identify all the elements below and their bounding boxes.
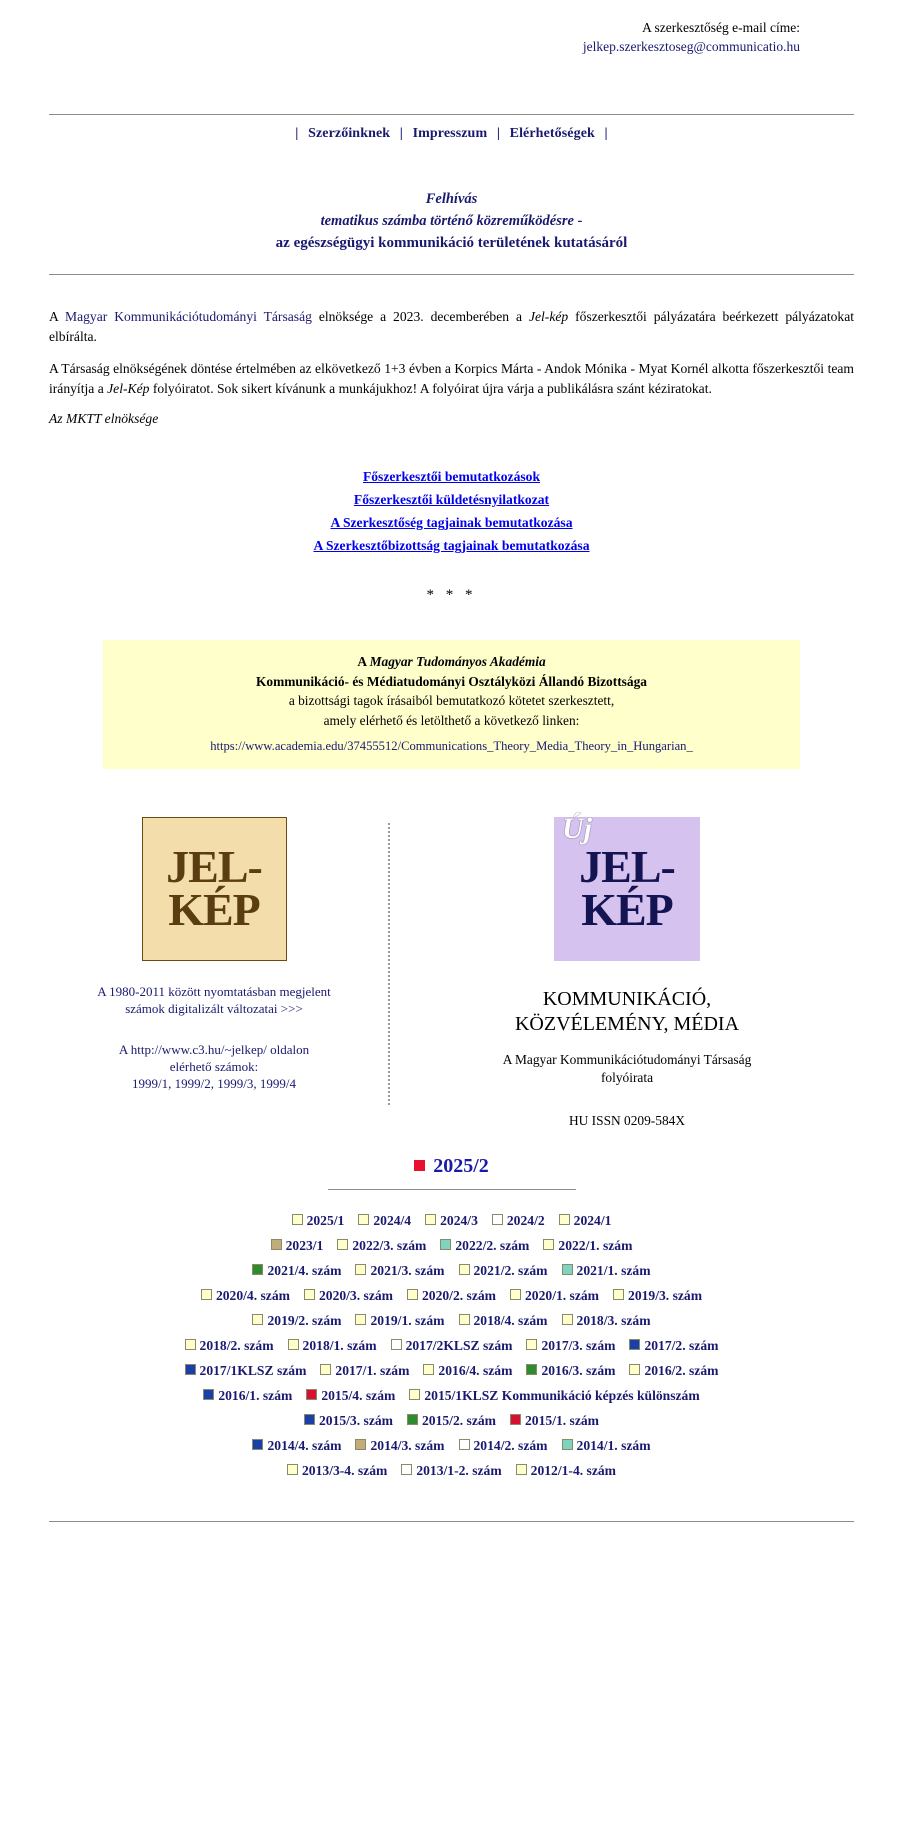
archive-item <box>562 1433 651 1458</box>
archive-item <box>526 1358 615 1383</box>
archive-bullet-icon <box>355 1314 366 1325</box>
archive-bullet-icon <box>355 1264 366 1275</box>
archive-item <box>562 1258 651 1283</box>
archive-bullet-icon <box>629 1339 640 1350</box>
archive-row <box>0 1208 903 1233</box>
archive-bullet-icon <box>562 1439 573 1450</box>
editorial-link-row <box>0 511 903 534</box>
archive-issue-link[interactable]: 2014/2. szám <box>473 1437 548 1453</box>
p1-journal-name: Jel-kép <box>528 309 569 324</box>
archive-issue-link[interactable]: 2018/1. szám <box>302 1337 377 1353</box>
archive-bullet-icon <box>409 1389 420 1400</box>
archive-row <box>0 1283 903 1308</box>
archive-caption-2 <box>49 1017 379 1092</box>
archive-bullet-icon <box>510 1289 521 1300</box>
archive-caption-2-line3 <box>49 1075 379 1092</box>
archive-1999-issues-link[interactable]: 1999/1, 1999/2, 1999/3, 1999/4 <box>132 1075 296 1091</box>
editorial-link-row <box>0 534 903 557</box>
archive-issue-link[interactable]: 2017/3. szám <box>541 1337 616 1353</box>
archive-item <box>337 1233 426 1258</box>
nav-separator: | <box>496 126 501 141</box>
mta-box-line-1 <box>113 652 790 672</box>
archive-issue-link[interactable]: 2022/3. szám <box>352 1237 427 1253</box>
archive-issue-link[interactable]: 2015/1KLSZ Kommunikáció képzés különszám <box>424 1387 700 1403</box>
archive-item <box>185 1333 274 1358</box>
intro-signature: Az MKTT elnöksége <box>49 411 159 426</box>
p2-text-a: A Társaság elnökségének döntése értelmében az elkövetkező 1+3 évben a Korpics Márta - Andok Mónika - Myat Kornél alkotta főszerkesztői team irányítja a <box>49 361 854 396</box>
archive-issue-link[interactable]: 2013/3-4. szám <box>302 1462 388 1478</box>
archive-bullet-icon <box>613 1289 624 1300</box>
editorial-link-row <box>0 488 903 511</box>
archive-item <box>459 1258 548 1283</box>
archive-bullet-icon <box>510 1414 521 1425</box>
archive-bullet-icon <box>440 1239 451 1250</box>
intro-paragraph-1 <box>49 307 854 346</box>
archive-issue-link[interactable]: 2018/3. szám <box>576 1312 651 1328</box>
archive-bullet-icon <box>203 1389 214 1400</box>
archive-row <box>0 1408 903 1433</box>
archive-issue-link[interactable]: 2016/2. szám <box>644 1362 719 1378</box>
archive-issue-link[interactable]: 2024/4 <box>373 1212 412 1228</box>
archive-bullet-icon <box>543 1239 554 1250</box>
mta-line1-prefix: A <box>357 654 370 669</box>
current-issue-bullet-icon <box>414 1160 425 1171</box>
archive-issue-link[interactable]: 2024/3 <box>440 1212 478 1228</box>
archive-item <box>292 1208 345 1233</box>
archive-issue-link[interactable]: 2019/2. szám <box>267 1312 342 1328</box>
archive-item <box>304 1408 393 1433</box>
archive-issue-link[interactable]: 2023/1 <box>285 1237 324 1253</box>
p2-journal-name: Jel-Kép <box>107 380 150 396</box>
archive-bullet-icon <box>304 1289 315 1300</box>
nav-separator: | <box>295 126 299 141</box>
mta-box-line-2: Kommunikáció- és Médiatudományi Osztályközi Állandó Bizottsága <box>256 673 647 689</box>
archive-row <box>0 1308 903 1333</box>
archive-item <box>423 1358 512 1383</box>
archive-bullet-icon <box>337 1239 348 1250</box>
archive-issue-link[interactable]: 2021/3. szám <box>370 1262 445 1278</box>
felhivas-line-1: Felhívás <box>425 191 478 207</box>
archive-issue-link[interactable]: 2019/1. szám <box>370 1312 445 1328</box>
archive-issue-link[interactable]: 2022/1. szám <box>558 1237 633 1253</box>
academia-edu-link[interactable]: https://www.academia.edu/37455512/Communications_Theory_Media_Theory_in_Hungarian_ <box>210 739 693 753</box>
archive-bullet-icon <box>252 1314 263 1325</box>
archive-bullet-icon <box>459 1439 470 1450</box>
uj-badge: Új <box>562 811 592 845</box>
p1-text-c: főszerkesztői pályázatára beérkezett pályázatokat elbírálta. <box>49 309 855 344</box>
archive-row <box>0 1458 903 1483</box>
archive-issue-link[interactable]: 2021/4. szám <box>267 1262 342 1278</box>
archive-bullet-icon <box>423 1364 434 1375</box>
link-szerkesztobizottsag-tagjai[interactable]: A Szerkesztőbizottság tagjainak bemutatkozása <box>313 538 590 553</box>
editorial-link-row <box>0 465 903 488</box>
archive-bullet-icon <box>459 1314 470 1325</box>
archive-item <box>304 1283 393 1308</box>
footer-spacer <box>0 1483 903 1521</box>
archive-issue-list <box>0 1190 903 1483</box>
jelkep-logo-row1: JEL- <box>166 841 262 893</box>
c3-prefix: A <box>118 1041 131 1057</box>
archive-item <box>440 1233 529 1258</box>
archive-item <box>526 1333 615 1358</box>
archive-issue-link[interactable]: 2012/1-4. szám <box>530 1462 616 1478</box>
archive-item <box>355 1308 444 1333</box>
archive-item <box>613 1283 702 1308</box>
archive-bullet-icon <box>492 1214 503 1225</box>
archive-item <box>407 1408 496 1433</box>
jelkep-logo-row2: KÉP <box>168 883 260 935</box>
logos-section <box>0 811 903 1128</box>
archive-bullet-icon <box>562 1314 573 1325</box>
editorial-email-block <box>0 0 903 56</box>
archive-issue-link[interactable]: 2015/1. szám <box>525 1412 600 1428</box>
archive-item <box>201 1283 290 1308</box>
editorial-email-address[interactable]: jelkep.szerkesztoseg@communicatio.hu <box>582 39 800 54</box>
journal-publisher <box>400 1037 854 1087</box>
archive-caption-2-line2: elérhető számok: <box>169 1058 259 1074</box>
journal-subject-line2: KÖZVÉLEMÉNY, MÉDIA <box>514 1012 740 1035</box>
archive-issue-link[interactable]: 2022/2. szám <box>455 1237 530 1253</box>
current-journal-column <box>400 811 854 1129</box>
nav-item-szerzoinknek[interactable]: Szerzőinknek <box>308 126 391 141</box>
journal-publisher-line2: folyóirata <box>600 1069 654 1085</box>
archive-item <box>409 1383 699 1408</box>
archive-issue-link[interactable]: 2020/1. szám <box>525 1287 600 1303</box>
uj-jelkep-logo-row1: JEL- <box>579 841 675 893</box>
archive-item <box>358 1208 411 1233</box>
archive-row <box>0 1233 903 1258</box>
archive-item <box>320 1358 409 1383</box>
archive-issue-link[interactable]: 2020/4. szám <box>215 1287 290 1303</box>
archive-item <box>562 1308 651 1333</box>
mta-box-line-4: amely elérhető és letölthető a következő linken: <box>323 712 580 728</box>
link-szerkesztoseg-tagjai[interactable]: A Szerkesztőség tagjainak bemutatkozása <box>330 515 573 530</box>
p1-text-b: elnöksége a 2023. decemberében a <box>311 309 529 324</box>
archive-item <box>355 1433 444 1458</box>
archive-item <box>459 1433 548 1458</box>
archive-bullet-icon <box>425 1214 436 1225</box>
archive-caption-1-line1: A 1980-2011 között nyomtatásban megjelent <box>97 983 331 999</box>
archive-issue-link[interactable]: 2013/1-2. szám <box>416 1462 502 1478</box>
archive-bullet-icon <box>526 1339 537 1350</box>
archive-item <box>629 1333 718 1358</box>
archive-item <box>516 1458 616 1483</box>
archive-issue-link[interactable]: 2018/2. szám <box>199 1337 274 1353</box>
archive-row <box>0 1333 903 1358</box>
footer-end-spacer <box>0 1522 903 1542</box>
archive-journal-column <box>49 817 379 1092</box>
nav-separator: | <box>604 126 608 141</box>
archive-item <box>559 1208 612 1233</box>
uj-jelkep-logo-row2: KÉP <box>581 883 673 935</box>
link-foszerkesztoi-kuldetesnyilatkozat[interactable]: Főszerkesztői küldetésnyilatkozat <box>353 492 550 507</box>
archive-bullet-icon <box>391 1339 402 1350</box>
felhivas-line-2: tematikus számba történő közreműködésre - <box>320 213 583 229</box>
archive-bullet-icon <box>271 1239 282 1250</box>
archive-bullet-icon <box>562 1264 573 1275</box>
archive-issue-link[interactable]: 2019/3. szám <box>628 1287 703 1303</box>
mta-box-line-3: a bizottsági tagok írásaiból bemutatkozó kötetet szerkesztett, <box>288 693 615 708</box>
nav-item-elerhetosegek[interactable]: Elérhetőségek <box>509 126 595 141</box>
archive-bullet-icon <box>401 1464 412 1475</box>
mta-announcement-box <box>103 640 800 769</box>
archive-caption-2-line1 <box>49 1041 379 1058</box>
archive-item <box>492 1208 545 1233</box>
editorial-email-label: A szerkesztőség e-mail címe: <box>642 20 800 35</box>
archive-issue-link[interactable]: 2017/2. szám <box>644 1337 719 1353</box>
archive-item <box>306 1383 395 1408</box>
uj-jelkep-logo[interactable] <box>554 811 700 961</box>
archive-item <box>287 1458 387 1483</box>
archive-issue-link[interactable]: 2020/3. szám <box>318 1287 393 1303</box>
nav-item-impresszum[interactable]: Impresszum <box>412 126 488 141</box>
archive-item <box>510 1283 599 1308</box>
archive-item <box>252 1433 341 1458</box>
archive-item <box>203 1383 292 1408</box>
jelkep-logo[interactable] <box>142 817 287 961</box>
archive-bullet-icon <box>288 1339 299 1350</box>
archive-bullet-icon <box>526 1364 537 1375</box>
archive-issue-link[interactable]: 2021/1. szám <box>576 1262 651 1278</box>
archive-item <box>185 1358 307 1383</box>
archive-issue-link[interactable]: 2017/1. szám <box>335 1362 410 1378</box>
journal-issn: HU ISSN 0209-584X <box>568 1112 686 1128</box>
c3-suffix: oldalon <box>266 1041 310 1057</box>
archive-issue-link[interactable]: 2021/2. szám <box>473 1262 548 1278</box>
mktt-link[interactable]: Magyar Kommunikációtudományi Társaság <box>65 309 312 324</box>
archive-bullet-icon <box>407 1289 418 1300</box>
archive-issue-link[interactable]: 2020/2. szám <box>421 1287 496 1303</box>
intro-paragraph-2 <box>49 359 854 398</box>
archive-item <box>459 1308 548 1333</box>
archive-bullet-icon <box>629 1364 640 1375</box>
archive-issue-link[interactable]: 2016/4. szám <box>438 1362 513 1378</box>
archive-bullet-icon <box>407 1414 418 1425</box>
archive-bullet-icon <box>306 1389 317 1400</box>
archive-bullet-icon <box>287 1464 298 1475</box>
archive-item <box>543 1233 632 1258</box>
archive-issue-link[interactable]: 2014/4. szám <box>267 1437 342 1453</box>
archive-item <box>271 1233 324 1258</box>
mta-academy-name: Magyar Tudományos Akadémia <box>369 654 546 669</box>
intro-text-block <box>49 275 854 427</box>
link-foszerkesztoi-bemutatkozasok[interactable]: Főszerkesztői bemutatkozások <box>362 469 541 484</box>
archive-issue-link[interactable]: 2016/1. szám <box>218 1387 293 1403</box>
p2-text-b: folyóiratot. Sok sikert kívánunk a munkájukhoz! A folyóirat újra várja a publikálásra szánt kéziratokat. <box>149 380 712 396</box>
archive-item <box>510 1408 599 1433</box>
archive-item <box>391 1333 513 1358</box>
c3-hu-link[interactable]: http://www.c3.hu/~jelkep/ <box>130 1041 267 1057</box>
vertical-dotted-divider <box>388 823 390 1105</box>
journal-subject-title <box>400 961 854 1037</box>
archive-row <box>0 1433 903 1458</box>
archive-issue-link[interactable]: 2015/4. szám <box>321 1387 396 1403</box>
p1-text-a: A <box>49 309 65 324</box>
archive-issue-link[interactable]: 2017/1KLSZ szám <box>199 1362 307 1378</box>
archive-issue-link[interactable]: 2014/1. szám <box>576 1437 651 1453</box>
archive-caption-1[interactable] <box>49 961 379 1017</box>
felhivas-line-3: az egészségügyi kommunikáció területének kutatásáról <box>275 235 628 251</box>
archive-issue-link[interactable]: 2017/2KLSZ szám <box>405 1337 513 1353</box>
editorial-links-list <box>0 427 903 557</box>
archive-item <box>629 1358 718 1383</box>
archive-bullet-icon <box>559 1214 570 1225</box>
archive-bullet-icon <box>459 1264 470 1275</box>
archive-bullet-icon <box>320 1364 331 1375</box>
archive-bullet-icon <box>252 1439 263 1450</box>
archive-bullet-icon <box>252 1264 263 1275</box>
archive-issue-link[interactable]: 2015/3. szám <box>318 1412 393 1428</box>
archive-bullet-icon <box>516 1464 527 1475</box>
main-nav <box>0 115 903 142</box>
nav-separator: | <box>399 126 403 141</box>
current-issue-link[interactable]: 2025/2 <box>433 1154 489 1177</box>
journal-subject-line1: KOMMUNIKÁCIÓ, <box>542 987 712 1010</box>
archive-bullet-icon <box>185 1364 196 1375</box>
archive-bullet-icon <box>201 1289 212 1300</box>
archive-issue-link[interactable]: 2024/1 <box>573 1212 612 1228</box>
archive-row <box>0 1358 903 1383</box>
archive-item <box>407 1283 496 1308</box>
felhivas-heading <box>0 142 903 254</box>
archive-item <box>425 1208 478 1233</box>
archive-issue-link[interactable]: 2024/2 <box>506 1212 545 1228</box>
archive-item <box>355 1258 444 1283</box>
archive-issue-link[interactable]: 2015/2. szám <box>421 1412 496 1428</box>
archive-bullet-icon <box>185 1339 196 1350</box>
archive-item <box>288 1333 377 1358</box>
archive-bullet-icon <box>358 1214 369 1225</box>
journal-publisher-line1: A Magyar Kommunikációtudományi Társaság <box>502 1051 752 1067</box>
section-separator-stars: * * * <box>426 587 477 603</box>
archive-item <box>401 1458 501 1483</box>
archive-bullet-icon <box>292 1214 303 1225</box>
archive-item <box>252 1308 341 1333</box>
archive-caption-1-line2: számok digitalizált változatai >>> <box>125 1000 303 1016</box>
archive-bullet-icon <box>355 1439 366 1450</box>
archive-issue-link[interactable]: 2014/3. szám <box>370 1437 445 1453</box>
archive-item <box>252 1258 341 1283</box>
archive-bullet-icon <box>304 1414 315 1425</box>
archive-issue-link[interactable]: 2018/4. szám <box>473 1312 548 1328</box>
archive-issue-link[interactable]: 2025/1 <box>306 1212 345 1228</box>
archive-row <box>0 1258 903 1283</box>
archive-row <box>0 1383 903 1408</box>
archive-issue-link[interactable]: 2016/3. szám <box>541 1362 616 1378</box>
